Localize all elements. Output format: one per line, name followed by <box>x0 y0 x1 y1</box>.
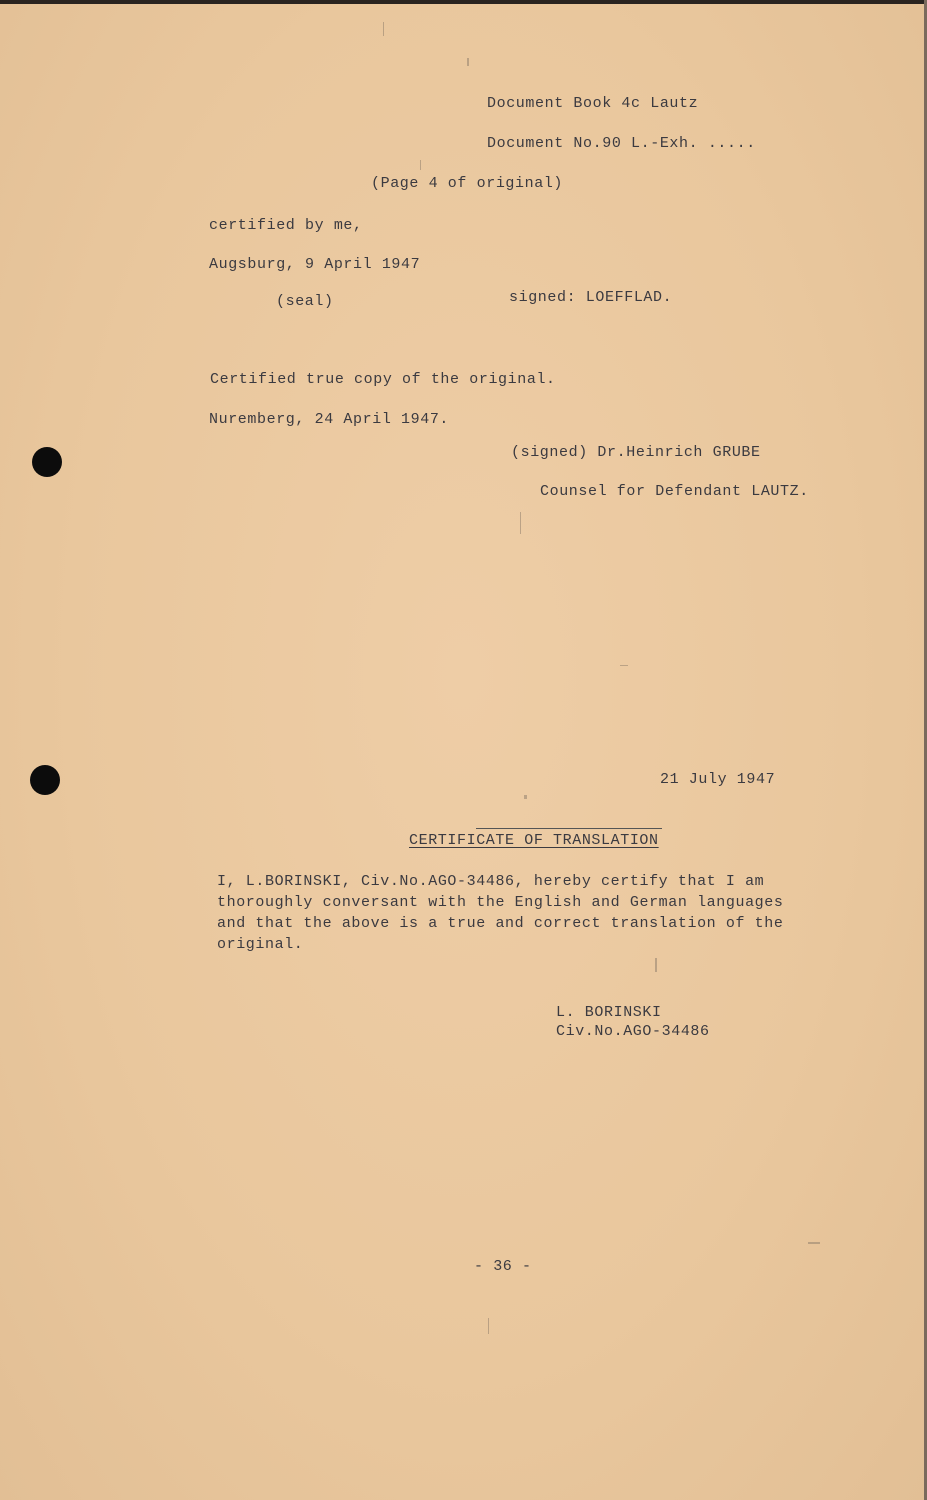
counsel-role: Counsel for Defendant LAUTZ. <box>540 483 809 500</box>
speck <box>467 58 469 66</box>
speck <box>655 958 657 972</box>
document-number-line: Document No.90 L.-Exh. ..... <box>487 135 756 152</box>
speck <box>488 1318 489 1334</box>
document-book-line: Document Book 4c Lautz <box>487 95 699 112</box>
page-of-original-note: (Page 4 of original) <box>371 175 564 192</box>
speck <box>520 512 521 534</box>
translator-id: Civ.No.AGO-34486 <box>556 1023 710 1040</box>
loefflad-signature: signed: LOEFFLAD. <box>509 289 673 306</box>
translation-date: 21 July 1947 <box>660 771 776 788</box>
grube-signature: (signed) Dr.Heinrich GRUBE <box>511 444 761 461</box>
certificate-title: CERTIFICATE OF TRANSLATION <box>409 832 659 849</box>
nuremberg-date-line: Nuremberg, 24 April 1947. <box>209 411 450 428</box>
augsburg-date-line: Augsburg, 9 April 1947 <box>209 256 421 273</box>
page-top-edge <box>0 0 927 4</box>
title-upper-rule <box>476 828 662 829</box>
translator-name: L. BORINSKI <box>556 1004 662 1021</box>
certified-copy-line: Certified true copy of the original. <box>210 371 556 388</box>
speck <box>420 160 421 170</box>
certificate-body: I, L.BORINSKI, Civ.No.AGO-34486, hereby certify that I am thoroughly conversant with the English and German languages and that the above is a true and correct translation of the original. <box>217 873 784 953</box>
seal-note: (seal) <box>276 293 334 310</box>
speck <box>383 22 384 36</box>
binder-hole-bottom <box>30 765 60 795</box>
certified-by-line: certified by me, <box>209 217 363 234</box>
speck <box>620 665 628 666</box>
speck <box>808 1242 820 1244</box>
speck <box>524 795 527 799</box>
binder-hole-top <box>32 447 62 477</box>
page-number: - 36 - <box>474 1258 532 1275</box>
